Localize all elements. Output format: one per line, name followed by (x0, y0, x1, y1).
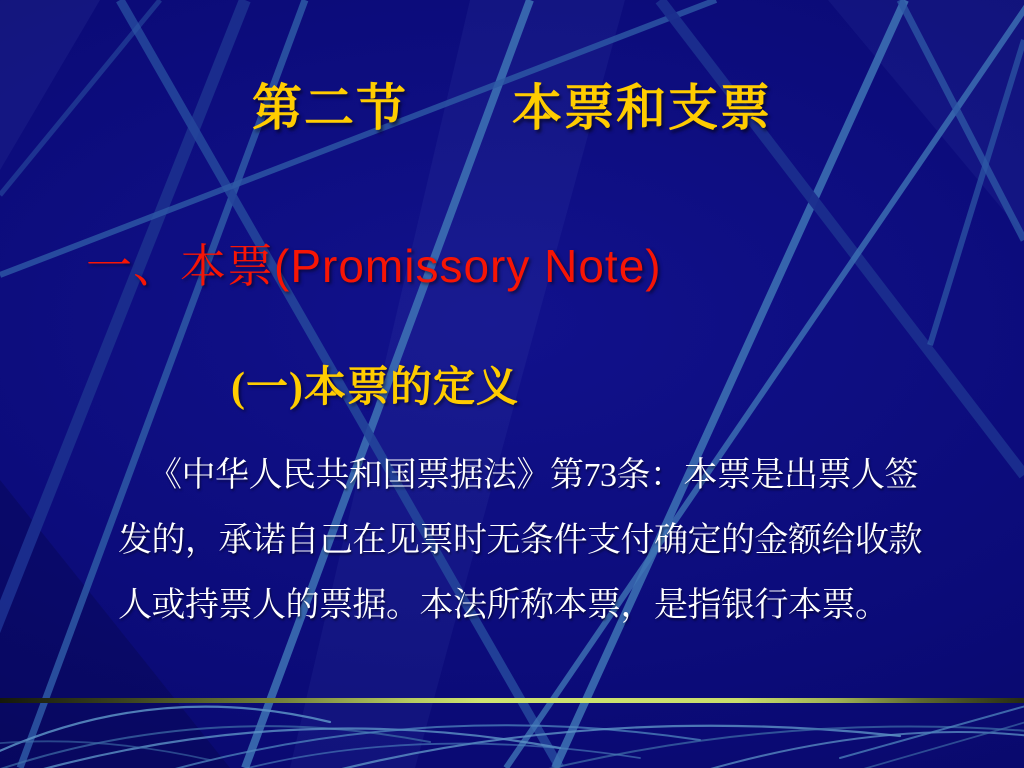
definition-paragraph (118, 443, 958, 638)
paragraph-line: 《中华人民共和国票据法》第73条：本票是出票人签 (148, 457, 918, 494)
definition-subheading: (一)本票的定义 (231, 365, 519, 411)
paragraph-line: 发的，承诺自己在见票时无条件支付确定的金额给收款 (118, 522, 922, 559)
section-heading: 一、本票(Promissory Note) (86, 240, 662, 292)
paragraph-line: 人或持票人的票据。本法所称本票，是指银行本票。 (118, 587, 889, 624)
footer-divider-line (0, 698, 1024, 703)
slide-title: 第二节 本票和支票 (252, 80, 772, 136)
